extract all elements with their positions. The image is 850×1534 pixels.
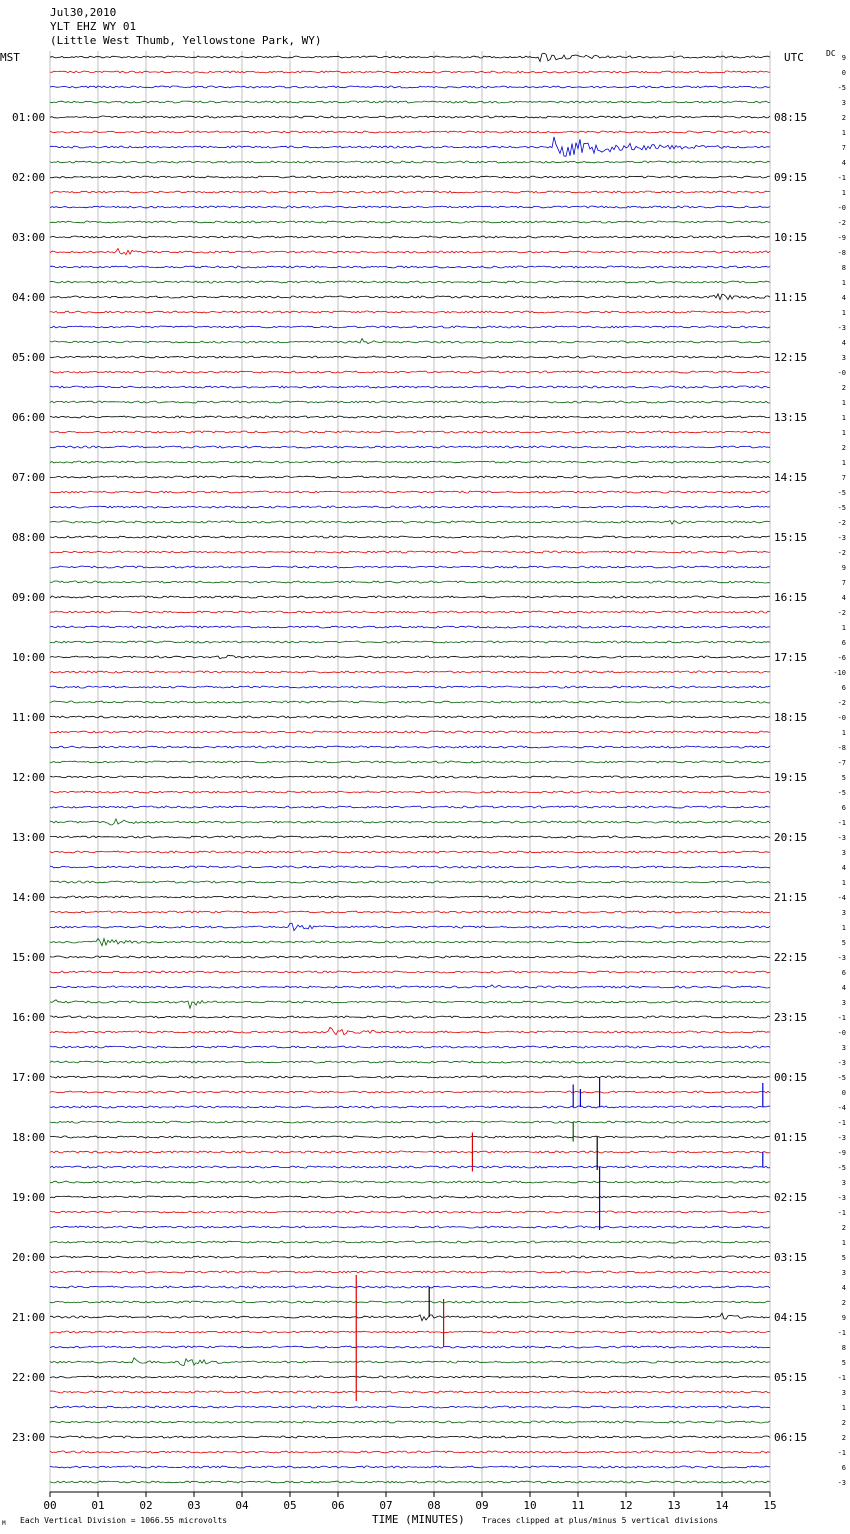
- header-date: Jul30,2010: [50, 6, 117, 19]
- trace-line: [50, 431, 770, 433]
- dc-offset-label: 3: [841, 1044, 846, 1052]
- trace-line: [50, 461, 770, 463]
- right-time-label: 20:15: [774, 831, 808, 844]
- dc-offset-label: 1: [841, 309, 846, 317]
- right-time-label: 03:15: [774, 1251, 808, 1264]
- trace-line: [50, 1016, 770, 1018]
- dc-offset-label: 6: [841, 969, 846, 977]
- dc-offset-label: -1: [837, 1449, 846, 1457]
- trace-line: [50, 1286, 770, 1288]
- trace-line: [50, 566, 770, 568]
- dc-offset-label: -3: [837, 1134, 846, 1142]
- trace-line: [50, 1091, 770, 1093]
- trace-line: [50, 881, 770, 883]
- dc-offset-label: -6: [837, 654, 846, 662]
- trace-line: [50, 1391, 770, 1393]
- left-time-label: 20:00: [12, 1251, 46, 1264]
- trace-line: [50, 611, 770, 613]
- x-tick-label: 10: [523, 1499, 537, 1512]
- dc-offset-label: 1: [841, 729, 846, 737]
- right-time-labels: [774, 111, 807, 1444]
- trace-line: [50, 971, 770, 973]
- trace-line: [50, 326, 770, 328]
- dc-offset-label: 6: [841, 804, 846, 812]
- trace-line: [50, 1241, 770, 1243]
- left-time-label: 04:00: [12, 291, 46, 304]
- scale-note: Each Vertical Division = 1066.55 microvolts: [20, 1516, 228, 1525]
- x-tick-label: 15: [763, 1499, 777, 1512]
- trace-line: [50, 866, 770, 868]
- left-time-labels: [12, 111, 45, 1444]
- dc-offset-label: -7: [837, 759, 846, 767]
- trace-line: [50, 626, 770, 628]
- dc-offset-label: -1: [837, 1209, 846, 1217]
- dc-offset-label: 2: [841, 444, 846, 452]
- right-time-label: 09:15: [774, 171, 808, 184]
- dc-offset-label: 1: [841, 189, 846, 197]
- dc-offset-label: 1: [841, 924, 846, 932]
- trace-line: [50, 1196, 770, 1198]
- trace-line: [50, 761, 770, 763]
- dc-offset-label: 4: [841, 864, 846, 872]
- left-time-label: 06:00: [12, 411, 46, 424]
- right-time-label: 23:15: [774, 1011, 808, 1024]
- left-time-label: 02:00: [12, 171, 46, 184]
- dc-label: DC: [826, 49, 836, 58]
- dc-offset-label: 1: [841, 1239, 846, 1247]
- dc-offset-label: -1: [837, 819, 846, 827]
- header-station: YLT EHZ WY 01: [50, 20, 137, 33]
- left-time-label: 05:00: [12, 351, 46, 364]
- trace-line: [50, 923, 770, 930]
- trace-line: [50, 1421, 770, 1423]
- right-time-label: 10:15: [774, 231, 808, 244]
- trace-line: [50, 776, 770, 778]
- dc-offset-label: 5: [841, 774, 846, 782]
- trace-line: [50, 701, 770, 703]
- dc-offset-label: 4: [841, 159, 846, 167]
- dc-offset-label: 1: [841, 459, 846, 467]
- right-time-label: 04:15: [774, 1311, 808, 1324]
- right-time-label: 12:15: [774, 351, 808, 364]
- right-time-label: 05:15: [774, 1371, 808, 1384]
- trace-line: [50, 131, 770, 133]
- dc-offset-label: 3: [841, 1179, 846, 1187]
- left-time-label: 18:00: [12, 1131, 46, 1144]
- trace-line: [50, 641, 770, 643]
- dc-offset-label: 1: [841, 129, 846, 137]
- dc-offset-label: 3: [841, 1389, 846, 1397]
- dc-offset-label: 5: [841, 939, 846, 947]
- trace-line: [50, 956, 770, 958]
- x-tick-label: 06: [331, 1499, 345, 1512]
- x-tick-label: 09: [475, 1499, 489, 1512]
- x-tick-label: 01: [91, 1499, 105, 1512]
- dc-offset-label: -3: [837, 1194, 846, 1202]
- trace-line: [50, 339, 770, 344]
- trace-line: [50, 1061, 770, 1063]
- dc-offset-label: -3: [837, 324, 846, 332]
- dc-offset-label: 1: [841, 399, 846, 407]
- dc-offset-label: -4: [837, 894, 846, 902]
- trace-line: [50, 746, 770, 748]
- left-time-label: 17:00: [12, 1071, 46, 1084]
- trace-line: [50, 1121, 770, 1123]
- dc-offset-label: -8: [837, 744, 846, 752]
- dc-offset-label: 9: [841, 54, 846, 62]
- trace-line: [50, 851, 770, 853]
- trace-line: [50, 206, 770, 208]
- trace-line: [50, 1076, 770, 1078]
- trace-line: [50, 985, 770, 988]
- dc-offset-label: 1: [841, 279, 846, 287]
- trace-line: [50, 506, 770, 508]
- dc-offset-label: -4: [837, 1104, 846, 1112]
- dc-offset-label: -5: [837, 789, 846, 797]
- x-tick-label: 00: [43, 1499, 57, 1512]
- trace-line: [50, 1346, 770, 1348]
- trace-line: [50, 1106, 770, 1108]
- trace-line: [50, 266, 770, 268]
- trace-line: [50, 596, 770, 598]
- trace-line: [50, 1331, 770, 1333]
- trace-line: [50, 1136, 770, 1138]
- dc-offset-label: -3: [837, 1059, 846, 1067]
- trace-line: [50, 939, 770, 946]
- trace-line: [50, 655, 770, 659]
- left-time-label: 23:00: [12, 1431, 46, 1444]
- trace-line: [50, 221, 770, 223]
- left-time-label: 21:00: [12, 1311, 46, 1324]
- header-location: (Little West Thumb, Yellowstone Park, WY): [50, 34, 322, 47]
- dc-offset-label: 2: [841, 1419, 846, 1427]
- trace-line: [50, 1271, 770, 1273]
- dc-offset-label: 9: [841, 564, 846, 572]
- dc-offset-label: 2: [841, 114, 846, 122]
- trace-line: [50, 791, 770, 793]
- right-time-label: 08:15: [774, 111, 808, 124]
- left-time-label: 13:00: [12, 831, 46, 844]
- dc-offset-label: -2: [837, 519, 846, 527]
- left-time-label: 01:00: [12, 111, 46, 124]
- dc-offset-label: -1: [837, 1014, 846, 1022]
- dc-offset-label: 3: [841, 999, 846, 1007]
- trace-line: [50, 819, 770, 825]
- dc-offset-label: 3: [841, 909, 846, 917]
- dc-offset-label: -10: [833, 669, 846, 677]
- dc-offset-label: 6: [841, 639, 846, 647]
- dc-offset-label: -9: [837, 1149, 846, 1157]
- right-time-label: 16:15: [774, 591, 808, 604]
- x-tick-label: 02: [139, 1499, 153, 1512]
- trace-line: [50, 137, 770, 156]
- trace-line: [50, 1376, 770, 1378]
- trace-line: [50, 731, 770, 733]
- dc-offset-label: -5: [837, 1074, 846, 1082]
- dc-offset-label: 2: [841, 1299, 846, 1307]
- left-time-label: 16:00: [12, 1011, 46, 1024]
- trace-line: [50, 1211, 770, 1213]
- left-time-label: 10:00: [12, 651, 46, 664]
- trace-line: [50, 401, 770, 403]
- dc-offset-label: -2: [837, 549, 846, 557]
- dc-offset-label: 8: [841, 264, 846, 272]
- dc-offset-label: 1: [841, 624, 846, 632]
- trace-line: [50, 716, 770, 718]
- x-tick-label: 03: [187, 1499, 201, 1512]
- dc-offset-label: 4: [841, 984, 846, 992]
- dc-offset-labels: [833, 54, 846, 1487]
- trace-line: [50, 191, 770, 193]
- left-time-label: 19:00: [12, 1191, 46, 1204]
- left-time-label: 22:00: [12, 1371, 46, 1384]
- trace-line: [50, 386, 770, 388]
- dc-offset-label: 7: [841, 579, 846, 587]
- dc-offset-label: 4: [841, 594, 846, 602]
- left-time-label: 14:00: [12, 891, 46, 904]
- clip-note: Traces clipped at plus/minus 5 vertical divisions: [482, 1516, 719, 1525]
- trace-line: [50, 356, 770, 358]
- dc-offset-label: -2: [837, 699, 846, 707]
- trace-line: [50, 1046, 770, 1048]
- trace-line: [50, 521, 770, 525]
- trace-line: [50, 911, 770, 913]
- trace-line: [50, 71, 770, 73]
- trace-line: [50, 581, 770, 583]
- dc-offset-label: 2: [841, 384, 846, 392]
- trace-line: [50, 1481, 770, 1483]
- right-time-label: 06:15: [774, 1431, 808, 1444]
- trace-line: [50, 536, 770, 538]
- dc-offset-label: -0: [837, 1029, 846, 1037]
- trace-line: [50, 86, 770, 88]
- dc-offset-label: 5: [841, 1359, 846, 1367]
- trace-line: [50, 671, 770, 673]
- right-time-label: 17:15: [774, 651, 808, 664]
- left-time-label: 12:00: [12, 771, 46, 784]
- dc-offset-label: 5: [841, 1254, 846, 1262]
- x-axis-label: TIME (MINUTES): [372, 1513, 465, 1526]
- dc-offset-label: -1: [837, 1374, 846, 1382]
- x-tick-label: 08: [427, 1499, 441, 1512]
- x-tick-label: 04: [235, 1499, 249, 1512]
- x-tick-label: 13: [667, 1499, 681, 1512]
- right-time-label: 19:15: [774, 771, 808, 784]
- trace-line: [50, 294, 770, 300]
- trace-line: [50, 1151, 770, 1153]
- dc-offset-label: 6: [841, 684, 846, 692]
- trace-line: [50, 101, 770, 103]
- right-time-label: 01:15: [774, 1131, 808, 1144]
- trace-line: [50, 1301, 770, 1303]
- dc-offset-label: 3: [841, 849, 846, 857]
- trace-line: [50, 176, 770, 178]
- trace-line: [50, 1466, 770, 1468]
- dc-offset-label: 6: [841, 1464, 846, 1472]
- right-time-label: 02:15: [774, 1191, 808, 1204]
- dc-offset-label: -9: [837, 234, 846, 242]
- dc-offset-label: -2: [837, 609, 846, 617]
- right-time-label: 11:15: [774, 291, 808, 304]
- trace-line: [50, 249, 770, 255]
- trace-line: [50, 1358, 770, 1366]
- trace-line: [50, 161, 770, 163]
- dc-offset-label: 3: [841, 99, 846, 107]
- trace-line: [50, 116, 770, 118]
- left-time-label: 09:00: [12, 591, 46, 604]
- trace-line: [50, 1256, 770, 1258]
- dc-offset-label: 1: [841, 1404, 846, 1412]
- dc-offset-label: 7: [841, 474, 846, 482]
- left-time-label: 15:00: [12, 951, 46, 964]
- dc-offset-label: 2: [841, 1224, 846, 1232]
- trace-line: [50, 1451, 770, 1453]
- dc-offset-label: -3: [837, 534, 846, 542]
- dc-offset-label: 3: [841, 1269, 846, 1277]
- trace-line: [50, 416, 770, 418]
- dc-offset-label: 1: [841, 429, 846, 437]
- left-axis-label: MST: [0, 51, 20, 64]
- dc-offset-label: -0: [837, 714, 846, 722]
- trace-line: [50, 1181, 770, 1183]
- dc-offset-label: 2: [841, 1434, 846, 1442]
- right-axis-label: UTC: [784, 51, 804, 64]
- dc-offset-label: -1: [837, 1329, 846, 1337]
- x-tick-label: 07: [379, 1499, 393, 1512]
- x-tick-label: 05: [283, 1499, 297, 1512]
- dc-offset-label: -0: [837, 369, 846, 377]
- dc-offset-label: -5: [837, 1164, 846, 1172]
- dc-offset-label: -5: [837, 504, 846, 512]
- dc-offset-label: 0: [841, 69, 846, 77]
- trace-line: [50, 686, 770, 688]
- x-tick-label: 11: [571, 1499, 585, 1512]
- trace-line: [50, 491, 770, 493]
- dc-offset-label: 4: [841, 294, 846, 302]
- dc-offset-label: 9: [841, 1314, 846, 1322]
- dc-offset-label: 7: [841, 144, 846, 152]
- dc-offset-label: 4: [841, 1284, 846, 1292]
- trace-line: [50, 236, 770, 238]
- dc-offset-label: -1: [837, 174, 846, 182]
- dc-offset-label: 0: [841, 1089, 846, 1097]
- right-time-label: 18:15: [774, 711, 808, 724]
- right-time-label: 15:15: [774, 531, 808, 544]
- left-time-label: 11:00: [12, 711, 46, 724]
- dc-offset-label: -0: [837, 204, 846, 212]
- right-time-label: 21:15: [774, 891, 808, 904]
- x-tick-label: 14: [715, 1499, 729, 1512]
- trace-line: [50, 1313, 770, 1321]
- dc-offset-label: 8: [841, 1344, 846, 1352]
- dc-offset-label: 4: [841, 339, 846, 347]
- trace-line: [50, 551, 770, 553]
- trace-line: [50, 446, 770, 448]
- right-time-label: 14:15: [774, 471, 808, 484]
- x-axis: [43, 1492, 776, 1512]
- corner-mark: M: [2, 1520, 6, 1527]
- dc-offset-label: -3: [837, 834, 846, 842]
- trace-line: [50, 896, 770, 898]
- dc-offset-label: -3: [837, 1479, 846, 1487]
- trace-line: [50, 1027, 770, 1034]
- dc-offset-label: -2: [837, 219, 846, 227]
- trace-line: [50, 371, 770, 373]
- trace-line: [50, 1166, 770, 1168]
- dc-offset-label: -8: [837, 249, 846, 257]
- spike-group: [356, 1077, 763, 1401]
- right-time-label: 13:15: [774, 411, 808, 424]
- left-time-label: 08:00: [12, 531, 46, 544]
- trace-group: [50, 53, 770, 1483]
- dc-offset-label: -1: [837, 1119, 846, 1127]
- trace-line: [50, 476, 770, 478]
- dc-offset-label: -5: [837, 84, 846, 92]
- left-time-label: 07:00: [12, 471, 46, 484]
- right-time-label: 22:15: [774, 951, 808, 964]
- trace-line: [50, 281, 770, 283]
- dc-offset-label: 3: [841, 354, 846, 362]
- trace-line: [50, 1226, 770, 1228]
- trace-line: [50, 1436, 770, 1438]
- trace-line: [50, 836, 770, 838]
- trace-line: [50, 806, 770, 808]
- x-tick-label: 12: [619, 1499, 633, 1512]
- dc-offset-label: -5: [837, 489, 846, 497]
- right-time-label: 00:15: [774, 1071, 808, 1084]
- trace-line: [50, 1406, 770, 1408]
- left-time-label: 03:00: [12, 231, 46, 244]
- dc-offset-label: 1: [841, 414, 846, 422]
- trace-line: [50, 1000, 770, 1009]
- dc-offset-label: 1: [841, 879, 846, 887]
- trace-line: [50, 53, 770, 61]
- dc-offset-label: -3: [837, 954, 846, 962]
- trace-line: [50, 311, 770, 313]
